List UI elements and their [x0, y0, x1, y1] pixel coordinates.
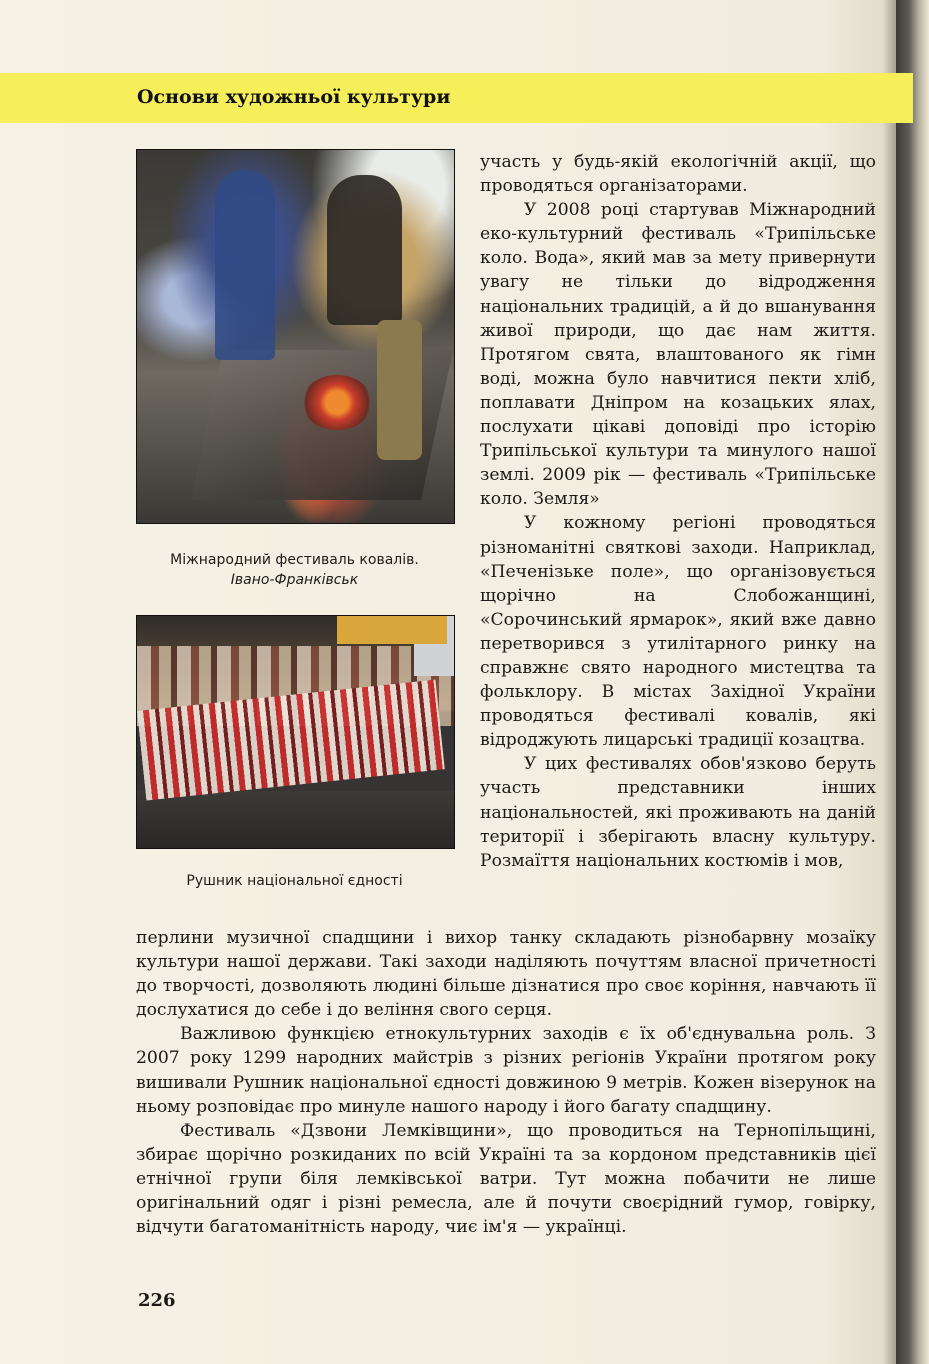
- body-column-text: [480, 150, 876, 873]
- book-binding-shadow: [896, 0, 929, 1364]
- body-full-width-text: [136, 926, 876, 1239]
- page-number: 226: [138, 1290, 176, 1311]
- paragraph: перлини музичної спадщини і вихор танку складають різнобарвну мозаїку культури нашої держави. Такі заходи наділяють почуттям власної причетності до творчості, дозволяють людині більше дізнатися про своє коріння, навчають її дослухатися до себе і до веління свого серця.: [136, 928, 876, 1021]
- paragraph: Важливою функцією етнокультурних заходів є їх об'єднувальна роль. З 2007 року 1299 народних майстрів з різних регіонів України протягом року вишивали Рушник національної єдності довжиною 9 метрів. Кожен візерунок на ньому розповідає про минуле нашого народу і його багату спадщину.: [136, 1024, 876, 1117]
- paragraph: У 2008 році стартував Міжнародний еко-культурний фестиваль «Трипільське коло. Вода», який мав за мету привернути увагу не тільки до відродження національних традицій, а й до вшанування живої природи, що дає нам життя. Протягом свята, влаштованого як гімн воді, можна було навчитися пекти хліб, поплавати Дніпром на козацьких ялах, послухати цікаві доповіді про історію Трипільської культури та минулого нашої землі. 2009 рік — фестиваль «Трипільське коло. Земля»: [480, 200, 876, 510]
- page-title: Основи художньої культури: [137, 86, 451, 108]
- caption-1-line-1: Міжнародний фестиваль ковалів.: [170, 552, 419, 568]
- photo-caption-2: [136, 871, 453, 891]
- paragraph: У цих фестивалях обов'язково беруть участь представники інших національностей, які проживають на даній території і зберігають власну культуру. Розмаїття національних костюмів і мов,: [480, 754, 876, 871]
- paragraph: участь у будь-якій екологічній акції, що проводяться організаторами.: [480, 152, 876, 197]
- photo-blacksmith-festival: [136, 149, 455, 524]
- caption-1-line-2: Івано-Франківськ: [230, 572, 359, 588]
- photo-caption-1: [136, 550, 453, 590]
- paragraph: У кожному регіоні проводяться різноманітні святкові заходи. Наприклад, «Печенізьке поле», що організовується щорічно на Слобожанщині, «Сорочинський ярмарок», який вже давно перетворився з утилітарного ринку на справжнє свято народного мистецтва та фольклору. В містах Західної України проводяться фестивалі ковалів, які відроджують лицарські традиції козацтва.: [480, 513, 876, 751]
- paragraph: Фестиваль «Дзвони Лемківщини», що проводиться на Тернопільщині, збирає щорічно розкиданих по всій Україні та за кордоном представників цієї етнічної групи біля лемківської ватри. Тут можна побачити не лише оригінальний одяг і різні ремесла, але й почути своєрідний гумор, говірку, відчути багатоманітність народу, чиє ім'я — українці.: [136, 1120, 876, 1238]
- caption-2-line-1: Рушник національної єдності: [186, 873, 403, 889]
- photo-national-unity-towel: [136, 615, 455, 849]
